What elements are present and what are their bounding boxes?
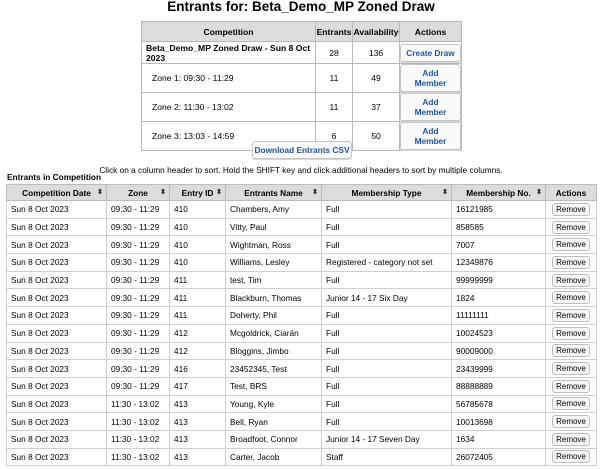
cell-entry-id: 417 <box>170 377 226 395</box>
cell-actions <box>546 218 597 236</box>
cell-actions <box>546 236 597 254</box>
cell-date: Sun 8 Oct 2023 <box>7 271 107 289</box>
cell-actions <box>546 324 597 342</box>
cell-membership-type: Full <box>322 236 452 254</box>
cell-date: Sun 8 Oct 2023 <box>7 448 107 466</box>
cell-name: Wightman, Ross <box>226 236 322 254</box>
cell-entry-id: 412 <box>170 324 226 342</box>
cell-membership-type: Full <box>322 342 452 360</box>
cell-date: Sun 8 Oct 2023 <box>7 342 107 360</box>
cell-membership-type: Full <box>322 395 452 413</box>
remove-button[interactable]: Remove <box>552 380 590 393</box>
remove-button[interactable]: Remove <box>552 256 590 269</box>
cell-membership-no: 90009000 <box>452 342 546 360</box>
table-row <box>7 448 597 466</box>
col-header-label: Competition Date <box>22 187 91 198</box>
page-title: Entrants for: Beta_Demo_MP Zoned Draw <box>167 0 435 14</box>
remove-button[interactable]: Remove <box>552 415 590 428</box>
remove-button[interactable]: Remove <box>552 450 590 463</box>
cell-zone: 09:30 - 11:29 <box>107 236 170 254</box>
remove-button[interactable]: Remove <box>552 344 590 357</box>
cell-membership-no: 10013698 <box>452 413 546 431</box>
cell-membership-type: Full <box>322 271 452 289</box>
create-draw-button[interactable]: Create Draw <box>400 44 460 62</box>
cell-membership-no: 7007 <box>452 236 546 254</box>
cell-zone: 11:30 - 13:02 <box>107 448 170 466</box>
cell-date: Sun 8 Oct 2023 <box>7 218 107 236</box>
cell-name: Williams, Lesley <box>226 254 322 272</box>
col-header-label: Membership No. <box>466 187 531 198</box>
cell-membership-no: 12349876 <box>452 254 546 272</box>
cell-membership-no: 11111111 <box>452 307 546 325</box>
cell-zone: 09:30 - 11:29 <box>107 271 170 289</box>
cell-membership-type: Full <box>322 377 452 395</box>
cell-zone: 11:30 - 13:02 <box>107 413 170 431</box>
cell-date: Sun 8 Oct 2023 <box>7 201 107 219</box>
remove-button[interactable]: Remove <box>552 238 590 251</box>
col-header-competition: Competition <box>142 22 316 42</box>
table-row <box>7 342 597 360</box>
sort-icon: ⬍ <box>216 189 222 196</box>
remove-button[interactable]: Remove <box>552 327 590 340</box>
cell-name: 23452345, Test <box>226 360 322 378</box>
cell-zone: 09:30 - 11:29 <box>107 377 170 395</box>
table-row <box>7 413 597 431</box>
cell-actions <box>546 307 597 325</box>
cell-name: Blackburn, Thomas <box>226 289 322 307</box>
cell-membership-no: 1824 <box>452 289 546 307</box>
cell-entry-id: 413 <box>170 448 226 466</box>
remove-button[interactable]: Remove <box>552 433 590 446</box>
cell-date: Sun 8 Oct 2023 <box>7 254 107 272</box>
cell-zone: 09:30 - 11:29 <box>107 360 170 378</box>
remove-button[interactable]: Remove <box>552 203 590 216</box>
cell-membership-type: Full <box>322 307 452 325</box>
cell-membership-type: Registered - category not set <box>322 254 452 272</box>
cell-date: Sun 8 Oct 2023 <box>7 236 107 254</box>
cell-actions <box>546 342 597 360</box>
cell-entry-id: 416 <box>170 360 226 378</box>
download-entrants-csv-button[interactable]: Download Entrants CSV <box>252 141 352 159</box>
cell-zone: 09:30 - 11:29 <box>107 201 170 219</box>
cell-membership-type: Full <box>322 413 452 431</box>
sort-icon: ⬍ <box>160 189 166 196</box>
cell-zone: 09:30 - 11:29 <box>107 307 170 325</box>
cell-name: test, Tim <box>226 271 322 289</box>
cell-date: Sun 8 Oct 2023 <box>7 377 107 395</box>
sort-instructions: Click on a column header to sort. Hold the SHIFT key and click additional headers to sort by multiple columns. <box>99 165 503 175</box>
cell-zone: 11:30 - 13:02 <box>107 395 170 413</box>
cell-membership-no: 88888889 <box>452 377 546 395</box>
cell-actions <box>546 360 597 378</box>
entrants-table <box>6 184 597 466</box>
cell-name: Bloggins, Jimbo <box>226 342 322 360</box>
cell-actions <box>546 271 597 289</box>
zone-entrants: 11 <box>316 64 353 93</box>
col-header-zone[interactable] <box>107 185 170 201</box>
cell-name: Vitty, Paul <box>226 218 322 236</box>
table-row <box>7 218 597 236</box>
col-header-membership-no[interactable] <box>452 185 546 201</box>
col-header-entrants: Entrants <box>316 22 353 42</box>
cell-membership-type: Full <box>322 324 452 342</box>
table-row <box>7 324 597 342</box>
cell-entry-id: 410 <box>170 254 226 272</box>
cell-zone: 09:30 - 11:29 <box>107 218 170 236</box>
cell-name: Doherty, Phil <box>226 307 322 325</box>
cell-name: Mcgoldrick, Ciarán <box>226 324 322 342</box>
cell-name: Young, Kyle <box>226 395 322 413</box>
cell-actions <box>546 413 597 431</box>
table-row <box>7 201 597 219</box>
col-header-label: Membership Type <box>351 187 422 198</box>
remove-button[interactable]: Remove <box>552 291 590 304</box>
add-member-button[interactable]: Add Member <box>400 122 461 150</box>
remove-button[interactable]: Remove <box>552 274 590 287</box>
cell-entry-id: 413 <box>170 395 226 413</box>
competition-entrants: 28 <box>316 42 353 64</box>
cell-membership-type: Full <box>322 360 452 378</box>
cell-membership-type: Junior 14 - 17 Seven Day <box>322 430 452 448</box>
cell-date: Sun 8 Oct 2023 <box>7 307 107 325</box>
cell-membership-type: Junior 14 - 17 Six Day <box>322 289 452 307</box>
table-row <box>7 289 597 307</box>
cell-membership-no: 1634 <box>452 430 546 448</box>
cell-name: Chambers, Amy <box>226 201 322 219</box>
zone-name: Zone 2: 11:30 - 13:02 <box>142 93 316 122</box>
cell-entry-id: 413 <box>170 430 226 448</box>
table-row <box>7 236 597 254</box>
cell-entry-id: 410 <box>170 201 226 219</box>
competition-row <box>142 42 462 64</box>
cell-entry-id: 413 <box>170 413 226 431</box>
cell-date: Sun 8 Oct 2023 <box>7 324 107 342</box>
cell-membership-no: 56785678 <box>452 395 546 413</box>
cell-entry-id: 412 <box>170 342 226 360</box>
table-row <box>7 307 597 325</box>
sort-icon: ⬍ <box>312 189 318 196</box>
cell-membership-no: 99999999 <box>452 271 546 289</box>
col-header-label: Zone <box>128 187 148 198</box>
col-header-availability: Availability <box>353 22 400 42</box>
cell-entry-id: 410 <box>170 218 226 236</box>
col-header-membership-type[interactable] <box>322 185 452 201</box>
zone-row <box>142 93 462 122</box>
sort-icon: ⬍ <box>536 189 542 196</box>
entrants-table-body <box>7 201 597 466</box>
cell-entry-id: 411 <box>170 289 226 307</box>
cell-date: Sun 8 Oct 2023 <box>7 395 107 413</box>
cell-zone: 11:30 - 13:02 <box>107 430 170 448</box>
add-member-button[interactable]: Add Member <box>400 93 461 121</box>
col-header-entrants-name[interactable] <box>226 185 322 201</box>
cell-membership-no: 23439999 <box>452 360 546 378</box>
col-header-label: Entry ID <box>181 187 214 198</box>
table-row <box>7 395 597 413</box>
cell-actions <box>546 395 597 413</box>
remove-button[interactable]: Remove <box>552 362 590 375</box>
table-row <box>7 377 597 395</box>
cell-name: Bell, Ryan <box>226 413 322 431</box>
zone-entrants: 6 <box>316 122 353 151</box>
cell-entry-id: 411 <box>170 271 226 289</box>
cell-membership-type: Full <box>322 218 452 236</box>
cell-actions <box>546 377 597 395</box>
col-header-entry-id[interactable] <box>170 185 226 201</box>
cell-zone: 09:30 - 11:29 <box>107 342 170 360</box>
cell-name: Carter, Jacob <box>226 448 322 466</box>
cell-name: Broadfoot, Connor <box>226 430 322 448</box>
cell-name: Test, BRS <box>226 377 322 395</box>
cell-date: Sun 8 Oct 2023 <box>7 289 107 307</box>
cell-zone: 09:30 - 11:29 <box>107 254 170 272</box>
remove-button[interactable]: Remove <box>552 397 590 410</box>
cell-date: Sun 8 Oct 2023 <box>7 430 107 448</box>
competition-name: Beta_Demo_MP Zoned Draw - Sun 8 Oct 2023 <box>142 42 316 64</box>
remove-button[interactable]: Remove <box>552 221 590 234</box>
cell-entry-id: 410 <box>170 236 226 254</box>
competition-summary-table <box>141 21 462 151</box>
table-row <box>7 430 597 448</box>
cell-zone: 09:30 - 11:29 <box>107 289 170 307</box>
zone-name: Zone 1: 09:30 - 11:29 <box>142 64 316 93</box>
cell-membership-no: 10024523 <box>452 324 546 342</box>
col-header-competition-date[interactable] <box>7 185 107 201</box>
table-row <box>7 254 597 272</box>
zone-entrants: 11 <box>316 93 353 122</box>
cell-membership-type: Staff <box>322 448 452 466</box>
cell-actions <box>546 289 597 307</box>
cell-entry-id: 411 <box>170 307 226 325</box>
cell-date: Sun 8 Oct 2023 <box>7 360 107 378</box>
cell-date: Sun 8 Oct 2023 <box>7 413 107 431</box>
zone-availability: 37 <box>353 93 400 122</box>
remove-button[interactable]: Remove <box>552 309 590 322</box>
cell-membership-type: Full <box>322 201 452 219</box>
sort-icon: ⬍ <box>97 189 103 196</box>
col-header-actions: Actions <box>546 185 597 201</box>
col-header-actions: Actions <box>400 22 462 42</box>
competition-availability: 136 <box>353 42 400 64</box>
sort-icon: ⬍ <box>442 189 448 196</box>
zone-availability: 49 <box>353 64 400 93</box>
add-member-button[interactable]: Add Member <box>400 64 461 92</box>
section-title: Entrants in Competition <box>7 172 102 182</box>
cell-membership-no: 858585 <box>452 218 546 236</box>
cell-zone: 09:30 - 11:29 <box>107 324 170 342</box>
cell-actions <box>546 430 597 448</box>
table-row <box>7 271 597 289</box>
col-header-label: Entrants Name <box>244 187 303 198</box>
cell-membership-no: 26072405 <box>452 448 546 466</box>
table-row <box>7 360 597 378</box>
cell-membership-no: 16121985 <box>452 201 546 219</box>
cell-actions <box>546 448 597 466</box>
zone-row <box>142 64 462 93</box>
zone-availability: 50 <box>353 122 400 151</box>
cell-actions <box>546 254 597 272</box>
cell-actions <box>546 201 597 219</box>
zone-name: Zone 3: 13:03 - 14:59 <box>142 122 316 151</box>
